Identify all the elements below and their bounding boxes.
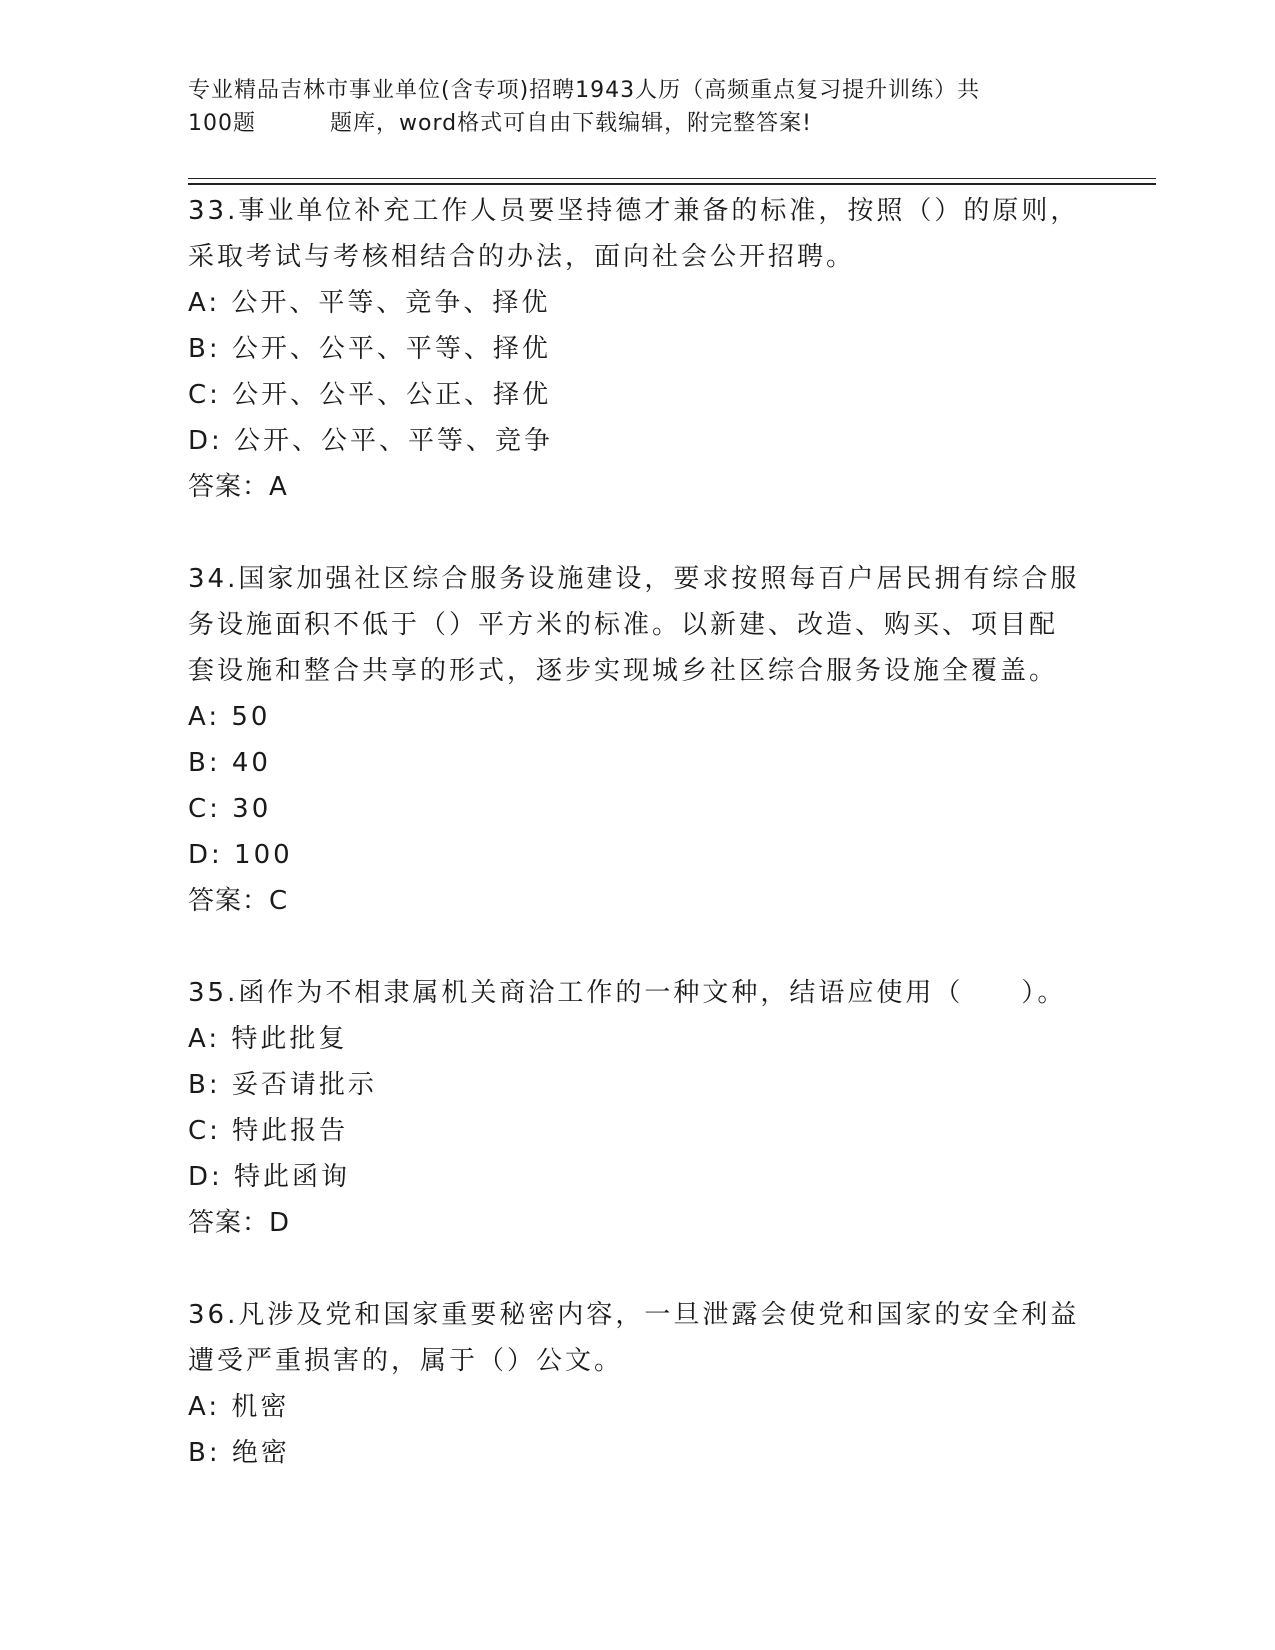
question-stem-line: 36.凡涉及党和国家重要秘密内容，一旦泄露会使党和国家的安全利益 xyxy=(188,1300,1080,1330)
answer-option: B: 公开、公平、平等、择优 xyxy=(188,334,551,364)
answer-key: 答案：A xyxy=(188,472,288,502)
question-stem-line: 务设施面积不低于（）平方米的标准。以新建、改造、购买、项目配 xyxy=(188,610,1059,640)
header-description: 题库，word格式可自由下载编辑，附完整答案! xyxy=(330,111,812,136)
document-header xyxy=(188,74,1068,140)
question-stem-line: 套设施和整合共享的形式，逐步实现城乡社区综合服务设施全覆盖。 xyxy=(188,656,1059,686)
answer-key: 答案：D xyxy=(188,1208,291,1238)
question-stem-line: 33.事业单位补充工作人员要坚持德才兼备的标准，按照（）的原则， xyxy=(188,196,1080,226)
answer-option: C: 特此报告 xyxy=(188,1116,349,1146)
question-stem-line: 35.函作为不相隶属机关商洽工作的一种文种，结语应使用（ ）。 xyxy=(188,978,1067,1008)
question-stem-line: 遭受严重损害的，属于（）公文。 xyxy=(188,1346,624,1376)
answer-option: A: 特此批复 xyxy=(188,1024,348,1054)
answer-option: A: 机密 xyxy=(188,1392,290,1422)
question-block xyxy=(188,1292,1088,1476)
question-stem-line: 34.国家加强社区综合服务设施建设，要求按照每百户居民拥有综合服 xyxy=(188,564,1080,594)
answer-key: 答案：C xyxy=(188,886,289,916)
answer-option: B: 绝密 xyxy=(188,1438,290,1468)
answer-option: A: 50 xyxy=(188,702,271,732)
question-list xyxy=(188,188,1088,1522)
question-block xyxy=(188,970,1088,1246)
header-line-1: 专业精品吉林市事业单位(含专项)招聘1943人历（高频重点复习提升训练）共 xyxy=(188,78,981,103)
question-block xyxy=(188,556,1088,924)
answer-option: C: 30 xyxy=(188,794,272,824)
header-divider-thick xyxy=(188,183,1156,185)
answer-option: B: 40 xyxy=(188,748,271,778)
question-block xyxy=(188,188,1088,510)
header-divider-thin xyxy=(188,178,1156,179)
answer-option: D: 100 xyxy=(188,840,293,870)
answer-option: D: 公开、公平、平等、竞争 xyxy=(188,426,554,456)
answer-option: C: 公开、公平、公正、择优 xyxy=(188,380,552,410)
answer-option: D: 特此函询 xyxy=(188,1162,351,1192)
answer-option: A: 公开、平等、竞争、择优 xyxy=(188,288,551,318)
header-line-2 xyxy=(188,107,1068,140)
question-stem-line: 采取考试与考核相结合的办法，面向社会公开招聘。 xyxy=(188,242,856,272)
header-question-count: 100题 xyxy=(188,111,256,136)
answer-option: B: 妥否请批示 xyxy=(188,1070,377,1100)
